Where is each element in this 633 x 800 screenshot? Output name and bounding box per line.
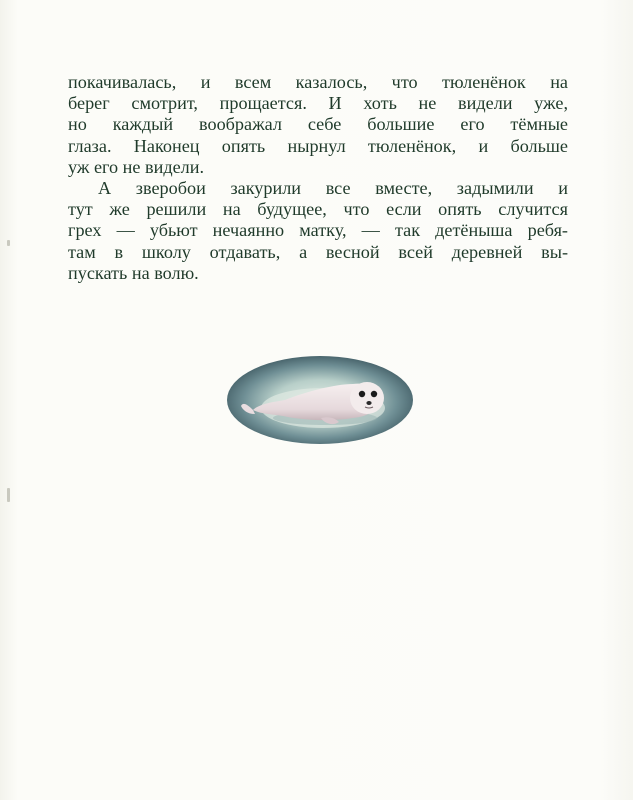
text-line: уж его не видели. [68,156,205,177]
seal-nose [366,401,371,405]
seal-eye-left [359,391,365,397]
text-line: пускать на волю. [68,262,199,283]
seal-eye-right [371,391,377,397]
text-line: А зверобои закурили все вместе, задымили и [98,178,568,199]
text-line: тут же решили на будущее, что если опять случится [68,199,568,220]
text-line: глаза. Наконец опять нырнул тюленёнок, и больше [68,135,568,156]
text-line: но каждый воображал себе большие его тёмные [68,114,568,135]
text-line: грех — убьют нечаянно матку, — так детёныша ребя- [68,220,568,241]
paragraph-2 [68,178,568,284]
text-line: покачивалась, и всем казалось, что тюленёнок на [68,72,568,92]
page-edge-mark [7,488,10,502]
text-line: берег смотрит, прощается. И хоть не видели уже, [68,93,568,114]
story-text [68,72,568,284]
page-edge-mark [7,240,10,246]
seal-pup-illustration [225,352,415,448]
seal-head [350,382,384,414]
text-line: там в школу отдавать, а весной всей деревней вы- [68,241,568,262]
paragraph-1 [68,72,568,178]
